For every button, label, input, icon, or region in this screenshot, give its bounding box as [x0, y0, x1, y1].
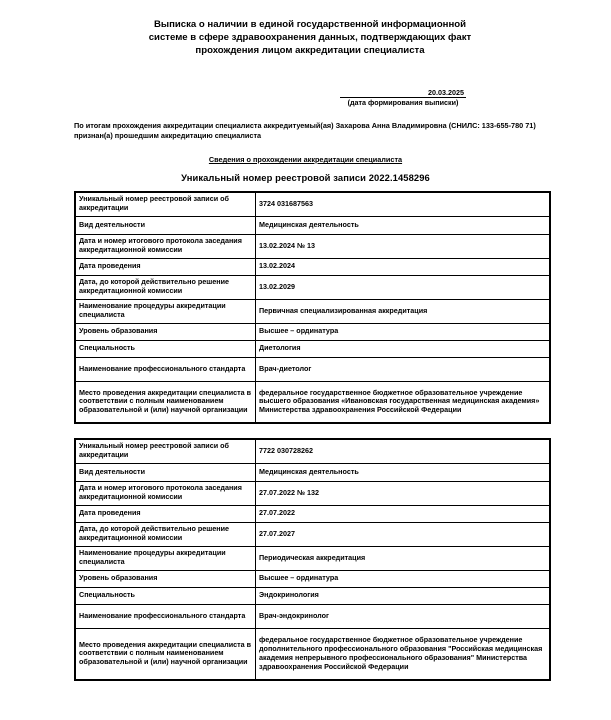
- table-row: [75, 299, 550, 323]
- table-row: [75, 381, 550, 423]
- row-label: Дата и номер итогового протокола заседания аккредитационной комиссии: [75, 481, 256, 505]
- table-row: [75, 463, 550, 481]
- title-line: прохождения лицом аккредитации специалиста: [195, 45, 425, 56]
- row-value: федеральное государственное бюджетное образовательное учреждение дополнительного профессионального образования "Российская медицинская академия непрерывного профессионального образования" Министерства здравоохранения Российской Федерации: [256, 628, 551, 680]
- row-value: 27.07.2022: [256, 505, 551, 522]
- row-label: Уникальный номер реестровой записи об аккредитации: [75, 439, 256, 463]
- table-row: [75, 604, 550, 628]
- row-value: Периодическая аккредитация: [256, 546, 551, 570]
- row-label: Наименование профессионального стандарта: [75, 604, 256, 628]
- row-label: Место проведения аккредитации специалиста в соответствии с полным наименованием образовательной и (или) научной организации: [75, 628, 256, 680]
- accreditation-record-table: [74, 438, 551, 681]
- table-row: [75, 234, 550, 258]
- table-row: [75, 546, 550, 570]
- row-label: Специальность: [75, 340, 256, 357]
- row-label: Уровень образования: [75, 323, 256, 340]
- title-line: системе в сфере здравоохранения данных, подтверждающих факт: [148, 32, 472, 43]
- table-row: [75, 192, 550, 216]
- table-row: [75, 587, 550, 604]
- row-value: Диетология: [256, 340, 551, 357]
- table-row: [75, 275, 550, 299]
- row-value: Медицинская деятельность: [256, 463, 551, 481]
- row-value: Врач-диетолог: [256, 357, 551, 381]
- row-label: Наименование процедуры аккредитации специалиста: [75, 299, 256, 323]
- row-value: Высшее – ординатура: [256, 570, 551, 587]
- document-title: [120, 18, 500, 57]
- row-value: Медицинская деятельность: [256, 216, 551, 234]
- row-value: 27.07.2027: [256, 522, 551, 546]
- row-label: Дата, до которой действительно решение аккредитационной комиссии: [75, 275, 256, 299]
- table-row: [75, 357, 550, 381]
- row-label: Наименование процедуры аккредитации специалиста: [75, 546, 256, 570]
- unique-registry-number: Уникальный номер реестровой записи 2022.1458296: [181, 172, 430, 183]
- row-label: Место проведения аккредитации специалиста в соответствии с полным наименованием образовательной и (или) научной организации: [75, 381, 256, 423]
- row-label: Уникальный номер реестровой записи об аккредитации: [75, 192, 256, 216]
- row-value: 7722 030728262: [256, 439, 551, 463]
- accreditation-record-table: [74, 191, 551, 424]
- statement-date-block: [340, 88, 466, 107]
- row-label: Вид деятельности: [75, 216, 256, 234]
- intro-paragraph: По итогам прохождения аккредитации специалиста аккредитуемый(ая) Захарова Анна Владимировна (СНИЛС: 133-655-780 71) признан(а) прошедшим аккредитацию специалиста: [74, 121, 536, 140]
- row-value: 13.02.2024: [256, 258, 551, 275]
- statement-date: 20.03.2025: [340, 88, 466, 98]
- row-value: 27.07.2022 № 132: [256, 481, 551, 505]
- row-value: Первичная специализированная аккредитация: [256, 299, 551, 323]
- statement-date-caption: (дата формирования выписки): [347, 98, 459, 107]
- row-label: Наименование профессионального стандарта: [75, 357, 256, 381]
- table-row: [75, 439, 550, 463]
- table-row: [75, 323, 550, 340]
- table-row: [75, 522, 550, 546]
- row-label: Уровень образования: [75, 570, 256, 587]
- row-value: Эндокринология: [256, 587, 551, 604]
- row-value: 3724 031687563: [256, 192, 551, 216]
- row-label: Дата проведения: [75, 258, 256, 275]
- title-line: Выписка о наличии в единой государственной информационной: [153, 19, 467, 30]
- table-row: [75, 570, 550, 587]
- row-value: Врач-эндокринолог: [256, 604, 551, 628]
- row-value: 13.02.2024 № 13: [256, 234, 551, 258]
- row-value: 13.02.2029: [256, 275, 551, 299]
- row-label: Дата, до которой действительно решение аккредитационной комиссии: [75, 522, 256, 546]
- row-value: федеральное государственное бюджетное образовательное учреждение высшего образования «Ивановская государственная медицинская академия» Министерства здравоохранения Российской Федерации: [256, 381, 551, 423]
- row-value: Высшее – ординатура: [256, 323, 551, 340]
- table-row: [75, 505, 550, 522]
- table-row: [75, 216, 550, 234]
- row-label: Дата проведения: [75, 505, 256, 522]
- table-row: [75, 258, 550, 275]
- table-row: [75, 481, 550, 505]
- table-row: [75, 340, 550, 357]
- section-title: Сведения о прохождении аккредитации специалиста: [208, 155, 403, 164]
- row-label: Специальность: [75, 587, 256, 604]
- row-label: Дата и номер итогового протокола заседания аккредитационной комиссии: [75, 234, 256, 258]
- row-label: Вид деятельности: [75, 463, 256, 481]
- table-row: [75, 628, 550, 680]
